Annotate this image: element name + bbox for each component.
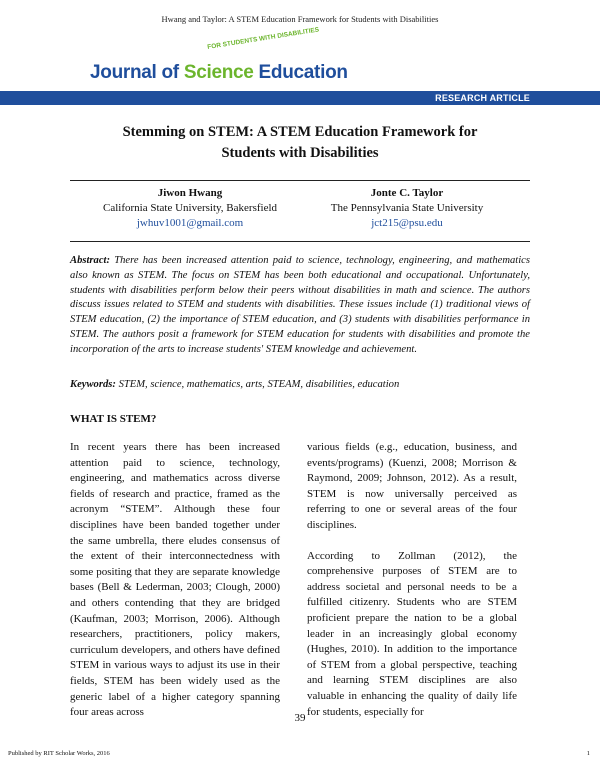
- title-line-1: Stemming on STEM: A STEM Education Framework for: [122, 124, 478, 140]
- author-affiliation: The Pennsylvania State University: [330, 202, 484, 214]
- section-heading: WHAT IS STEM?: [70, 413, 157, 425]
- article-title: [70, 122, 530, 164]
- body-right-column: [307, 440, 517, 720]
- journal-logo: [90, 62, 348, 84]
- title-line-2: Students with Disabilities: [221, 145, 379, 161]
- running-head: Hwang and Taylor: A STEM Education Framework for Students with Disabilities: [161, 14, 439, 24]
- author-affiliation: California State University, Bakersfield: [102, 202, 278, 214]
- keywords-label: Keywords:: [70, 379, 116, 390]
- page-number: 39: [294, 712, 306, 724]
- keywords: [70, 379, 530, 390]
- abstract-text: There has been increased attention paid to science, technology, engineering, and mathematics also known as STEM. The focus on STEM has been both educational and occupational. Unfortunately, students with disabilities perform below their peers without disabilities in math and science. The authors discuss issues related to STEM and students with disabilities. These issues include (1) traditional views of STEM education, (2) the importance of STEM education, and (3) students with disabilities performance in STEM. The authors posit a framework for STEM education for students with disabilities and promote the incorporation of the arts to increase students' STEM knowledge and achievement.: [70, 255, 530, 355]
- paragraph: According to Zollman (2012), the comprehensive purposes of STEM are to address societal and personal needs to be a fulfilled citizenry. Students who are STEM proficient prepare the nation to be a global leader in an increasingly global economy (Hughes, 2010). In addition to the importance of STEM from a global perspective, teaching and learning STEM disciplines are also valuable in enhancing the quality of daily life for students, especially for: [307, 549, 517, 718]
- sheet-number: 1: [586, 750, 590, 757]
- author-block-1: [75, 186, 305, 231]
- abstract-label: Abstract:: [70, 255, 111, 266]
- journal-name-part1: Journal of: [90, 62, 184, 83]
- journal-name-part2: Education: [253, 62, 348, 83]
- author-name: Jiwon Hwang: [157, 187, 223, 199]
- journal-name-science: Science: [183, 62, 254, 83]
- author-block-2: [292, 186, 522, 231]
- author-email-link[interactable]: jct215@psu.edu: [371, 217, 443, 229]
- author-email-link[interactable]: jwhuv1001@gmail.com: [136, 217, 244, 229]
- paragraph: In recent years there has been increased attention paid to science, technology, engineering, and mathematics across diverse fields of research and practice, framed as the acronym “STEM”. Although these four disciplines have been banded together under the same umbrella, there eludes consensus of the extent of their interconnectedness with some positing that they are separate knowledge bases (Bell & Lederman, 2003; Clough, 2000) and others contending that they are bridged (Kaufman, 2003; Morrison, 2006). Although researchers, practitioners, policy makers, curriculum developers, and others have defined STEM in various ways to adjust its use in their fields, STEM has been widely used as the generic label of a higher category spanning four areas across: [70, 441, 280, 719]
- author-name: Jonte C. Taylor: [370, 187, 444, 199]
- top-rule: [70, 180, 530, 181]
- article-type: RESEARCH ARTICLE: [435, 93, 530, 103]
- paragraph: various fields (e.g., education, business, and events/programs) (Kuenzi, 2008; Morrison & Raymond, 2009; Johnson, 2012). As a result, STEM is now universally perceived as referring to one or several areas of the four disciplines.: [307, 441, 517, 531]
- keywords-text: STEM, science, mathematics, arts, STEAM, disabilities, education: [118, 379, 400, 390]
- journal-tagline: FOR STUDENTS WITH DISABILITIES: [206, 26, 320, 51]
- publisher-note: Published by RIT Scholar Works, 2016: [8, 750, 110, 757]
- middle-rule: [70, 241, 530, 242]
- body-left-column: [70, 440, 280, 721]
- abstract: [70, 254, 530, 358]
